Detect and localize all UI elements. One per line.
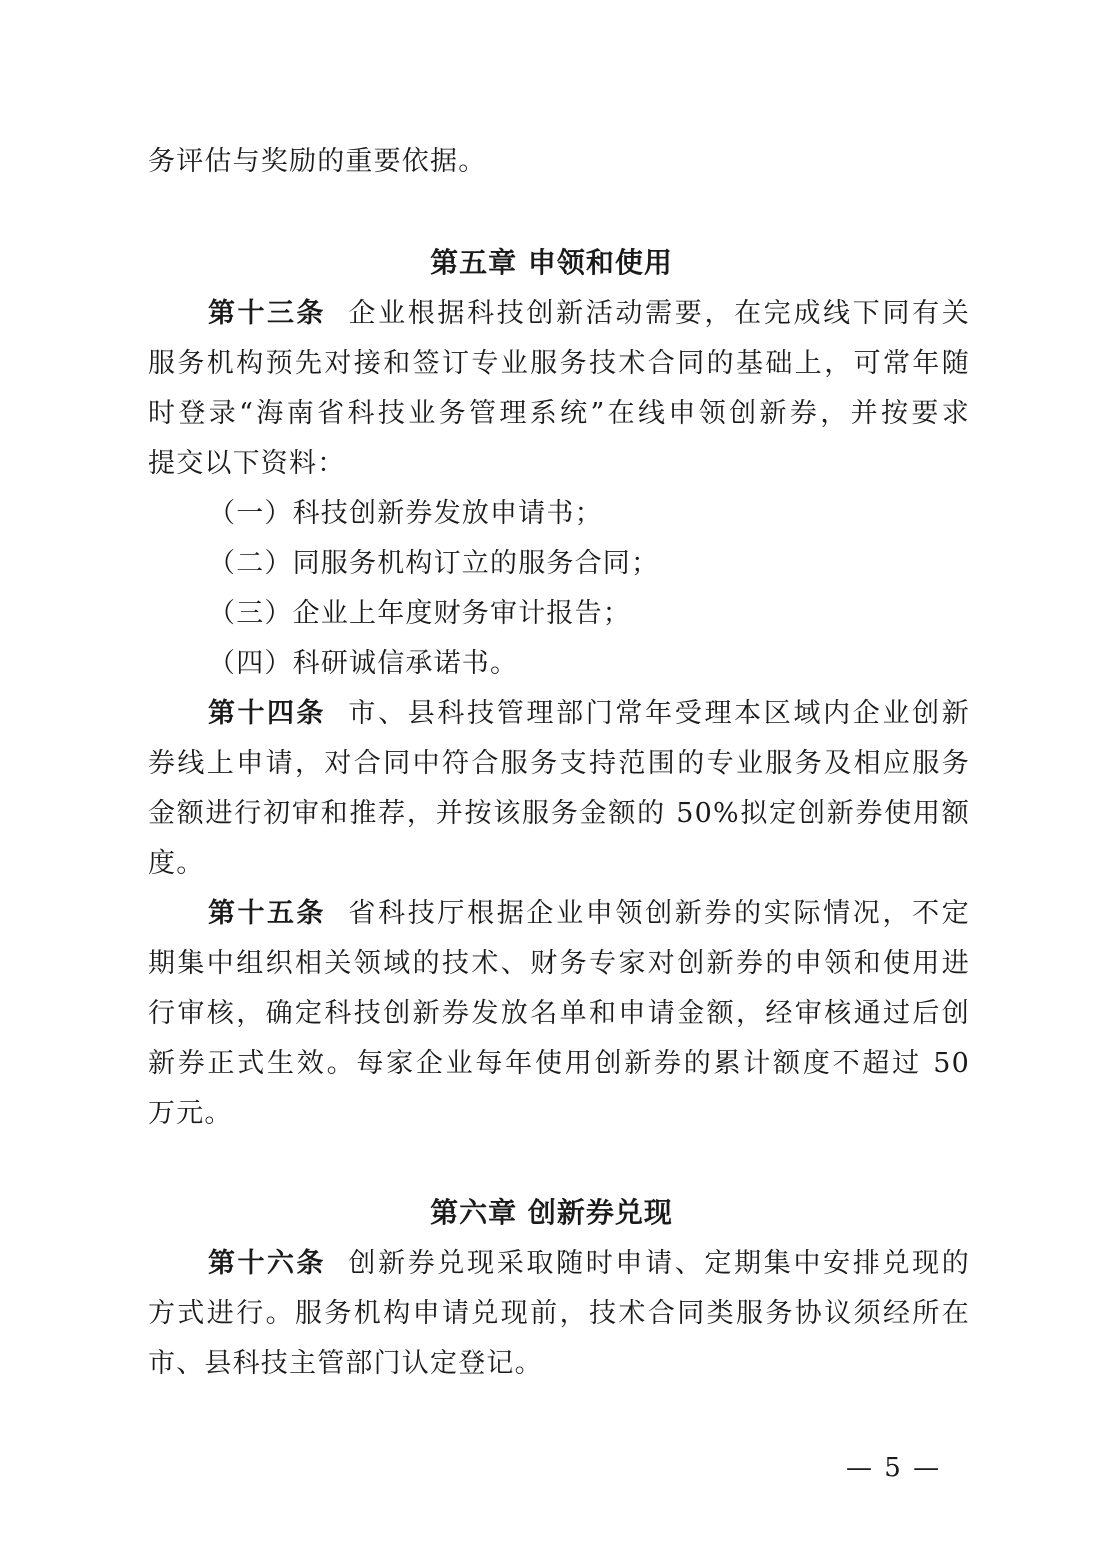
- article-13-first-line: [208, 296, 970, 332]
- article-13-text-line-3: 时登录“海南省科技业务管理系统”在线申领创新券，并按要求: [148, 398, 970, 429]
- article-15-first-line: [208, 896, 970, 932]
- list-item-1: （一）科技创新券发放申请书；: [208, 498, 603, 529]
- article-14-text-line-4: 度。: [148, 848, 205, 879]
- article-14-first-line: [208, 696, 970, 732]
- article-15-label: 第十五条: [208, 898, 326, 929]
- article-13-label: 第十三条: [208, 298, 326, 329]
- chapter-five-heading: 第五章 申领和使用: [430, 246, 673, 279]
- article-15-text-line-3: 行审核，确定科技创新券发放名单和申请金额，经审核通过后创: [148, 998, 970, 1029]
- article-14-text-line-2: 券线上申请，对合同中符合服务支持范围的专业服务及相应服务: [148, 748, 970, 779]
- article-13-text-line-1: 企业根据科技创新活动需要，在完成线下同有关: [348, 298, 970, 329]
- article-13-text-line-4: 提交以下资料：: [148, 448, 346, 479]
- article-14-text-line-3: 金额进行初审和推荐，并按该服务金额的 50%拟定创新券使用额: [148, 798, 970, 829]
- article-15-text-line-2: 期集中组织相关领域的技术、财务专家对创新券的申领和使用进: [148, 948, 970, 979]
- article-16-text-line-1: 创新券兑现采取随时申请、定期集中安排兑现的: [348, 1248, 970, 1279]
- article-14-text-line-1: 市、县科技管理部门常年受理本区域内企业创新: [348, 698, 970, 729]
- article-15-text-line-5: 万元。: [148, 1098, 233, 1129]
- list-item-2: （二）同服务机构订立的服务合同；: [208, 548, 660, 579]
- article-15-text-line-4: 新券正式生效。每家企业每年使用创新券的累计额度不超过 50: [148, 1048, 970, 1079]
- article-16-first-line: [208, 1246, 970, 1282]
- article-13-text-line-2: 服务机构预先对接和签订专业服务技术合同的基础上，可常年随: [148, 348, 970, 379]
- article-16-label: 第十六条: [208, 1248, 326, 1279]
- article-16-text-line-3: 市、县科技主管部门认定登记。: [148, 1348, 543, 1379]
- chapter-six-heading: 第六章 创新券兑现: [430, 1196, 673, 1229]
- page-number: — 5 —: [846, 1453, 942, 1483]
- list-item-4: （四）科研诚信承诺书。: [208, 648, 519, 679]
- article-15-text-line-1: 省科技厅根据企业申领创新券的实际情况，不定: [348, 898, 970, 929]
- list-item-3: （三）企业上年度财务审计报告；: [208, 598, 631, 629]
- continuation-paragraph: 务评估与奖励的重要依据。: [148, 146, 487, 177]
- article-14-label: 第十四条: [208, 698, 326, 729]
- article-16-text-line-2: 方式进行。服务机构申请兑现前，技术合同类服务协议须经所在: [148, 1298, 970, 1329]
